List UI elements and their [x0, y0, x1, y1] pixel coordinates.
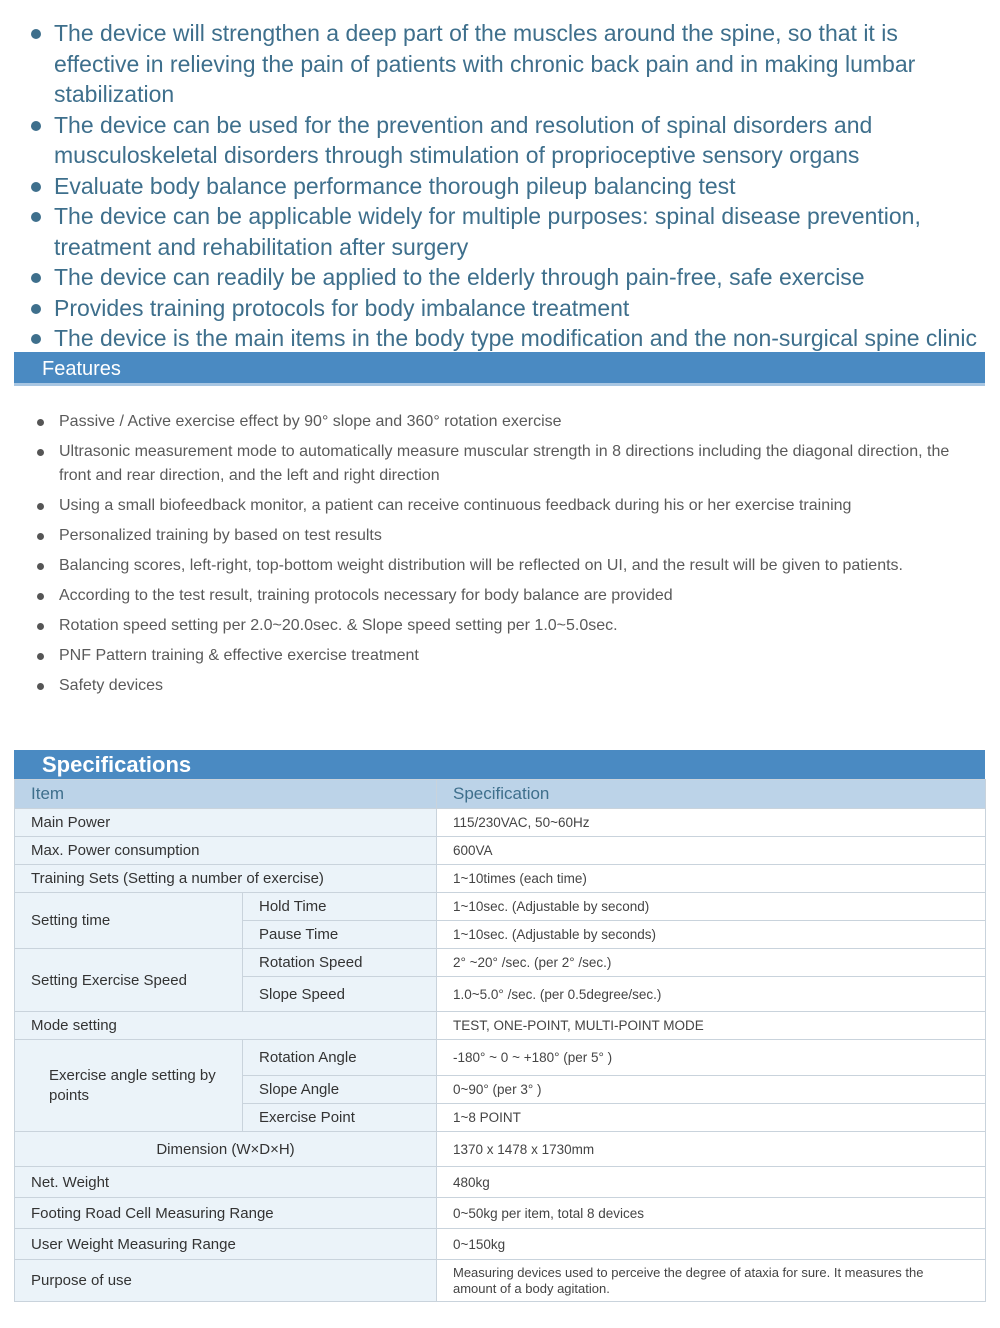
feature-item: Rotation speed setting per 2.0~20.0sec. & Slope speed setting per 1.0~5.0sec.: [0, 614, 1000, 638]
table-row: [15, 1229, 986, 1260]
bullet-dot-icon: [37, 683, 44, 690]
feature-item: Using a small biofeedback monitor, a patient can receive continuous feedback during his or her exercise training: [0, 494, 1000, 518]
row-value: 0~50kg per item, total 8 devices: [437, 1198, 986, 1229]
bullet-dot-icon: [31, 182, 41, 192]
row-label: Footing Road Cell Measuring Range: [15, 1198, 437, 1229]
features-list: [0, 410, 1000, 704]
intro-bullet: The device can readily be applied to the elderly through pain-free, safe exercise: [0, 262, 1000, 293]
row-sublabel: Rotation Speed: [243, 949, 437, 977]
row-value: 0~150kg: [437, 1229, 986, 1260]
table-row: [15, 865, 986, 893]
feature-item: Personalized training by based on test results: [0, 524, 1000, 548]
row-label: Main Power: [15, 809, 437, 837]
bullet-dot-icon: [37, 533, 44, 540]
bullet-dot-icon: [37, 653, 44, 660]
intro-bullet: Evaluate body balance performance thorough pileup balancing test: [0, 171, 1000, 202]
feature-item: Balancing scores, left-right, top-bottom weight distribution will be reflected on UI, and the result will be given to patients.: [0, 554, 1000, 578]
bullet-dot-icon: [31, 212, 41, 222]
feature-item: PNF Pattern training & effective exercise treatment: [0, 644, 1000, 668]
column-header-spec: Specification: [437, 780, 986, 809]
row-value: 1~8 POINT: [437, 1104, 986, 1132]
table-row: [15, 1012, 986, 1040]
row-value: 0~90° (per 3° ): [437, 1076, 986, 1104]
row-label: User Weight Measuring Range: [15, 1229, 437, 1260]
specifications-table: [14, 779, 986, 1302]
row-group-label: Setting Exercise Speed: [15, 949, 243, 1012]
table-row: [15, 1040, 986, 1076]
row-label: Net. Weight: [15, 1167, 437, 1198]
intro-bullet: Provides training protocols for body imbalance treatment: [0, 293, 1000, 324]
bullet-dot-icon: [37, 419, 44, 426]
table-row: [15, 1198, 986, 1229]
bullet-dot-icon: [31, 273, 41, 283]
row-sublabel: Rotation Angle: [243, 1040, 437, 1076]
row-value: 1~10sec. (Adjustable by second): [437, 893, 986, 921]
row-value: 115/230VAC, 50~60Hz: [437, 809, 986, 837]
row-value: 600VA: [437, 837, 986, 865]
features-title: Features: [42, 358, 121, 380]
bullet-dot-icon: [31, 121, 41, 131]
table-row: [15, 1260, 986, 1302]
row-value: 480kg: [437, 1167, 986, 1198]
row-sublabel: Hold Time: [243, 893, 437, 921]
row-group-label: Exercise angle setting by points: [15, 1040, 243, 1132]
feature-item: Passive / Active exercise effect by 90° slope and 360° rotation exercise: [0, 410, 1000, 434]
bullet-dot-icon: [37, 563, 44, 570]
row-sublabel: Slope Speed: [243, 977, 437, 1012]
row-value: Measuring devices used to perceive the degree of ataxia for sure. It measures the amount of a body agitation.: [437, 1260, 986, 1302]
row-label: Purpose of use: [15, 1260, 437, 1302]
feature-item: Ultrasonic measurement mode to automatically measure muscular strength in 8 directions including the diagonal direction, the front and rear direction, and the left and right direction: [0, 440, 1000, 488]
table-row: [15, 1132, 986, 1167]
bullet-dot-icon: [37, 593, 44, 600]
row-sublabel: Exercise Point: [243, 1104, 437, 1132]
row-label: Dimension (W×D×H): [15, 1132, 437, 1167]
row-value: -180° ~ 0 ~ +180° (per 5° ): [437, 1040, 986, 1076]
bullet-dot-icon: [37, 503, 44, 510]
bullet-dot-icon: [37, 623, 44, 630]
intro-bullet-list: [0, 18, 1000, 354]
intro-bullet: The device can be applicable widely for multiple purposes: spinal disease prevention, treatment and rehabilitation after surgery: [0, 201, 1000, 262]
row-group-label: Setting time: [15, 893, 243, 949]
table-row: [15, 949, 986, 977]
table-row: [15, 809, 986, 837]
row-label: Mode setting: [15, 1012, 437, 1040]
row-value: 1370 x 1478 x 1730mm: [437, 1132, 986, 1167]
features-header: [14, 352, 985, 386]
column-header-item: Item: [15, 780, 437, 809]
table-row: [15, 837, 986, 865]
bullet-dot-icon: [31, 304, 41, 314]
feature-item: Safety devices: [0, 674, 1000, 698]
intro-bullet: The device will strengthen a deep part of the muscles around the spine, so that it is effective in relieving the pain of patients with chronic back pain and in making lumbar stabilization: [0, 18, 1000, 110]
feature-item: According to the test result, training protocols necessary for body balance are provided: [0, 584, 1000, 608]
table-header-row: [15, 780, 986, 809]
row-value: 2° ~20° /sec. (per 2° /sec.): [437, 949, 986, 977]
bullet-dot-icon: [31, 29, 41, 39]
table-row: [15, 893, 986, 921]
row-label: Max. Power consumption: [15, 837, 437, 865]
bullet-dot-icon: [31, 334, 41, 344]
row-value: 1.0~5.0° /sec. (per 0.5degree/sec.): [437, 977, 986, 1012]
bullet-dot-icon: [37, 449, 44, 456]
row-value: 1~10times (each time): [437, 865, 986, 893]
row-sublabel: Pause Time: [243, 921, 437, 949]
intro-bullet: The device can be used for the prevention and resolution of spinal disorders and musculoskeletal disorders through stimulation of proprioceptive sensory organs: [0, 110, 1000, 171]
specifications-title: Specifications: [42, 752, 192, 777]
specifications-header: [14, 750, 985, 779]
row-sublabel: Slope Angle: [243, 1076, 437, 1104]
row-value: TEST, ONE-POINT, MULTI-POINT MODE: [437, 1012, 986, 1040]
table-row: [15, 1167, 986, 1198]
intro-bullet: The device is the main items in the body type modification and the non-surgical spine clinic: [0, 323, 1000, 354]
row-label: Training Sets (Setting a number of exercise): [15, 865, 437, 893]
row-value: 1~10sec. (Adjustable by seconds): [437, 921, 986, 949]
